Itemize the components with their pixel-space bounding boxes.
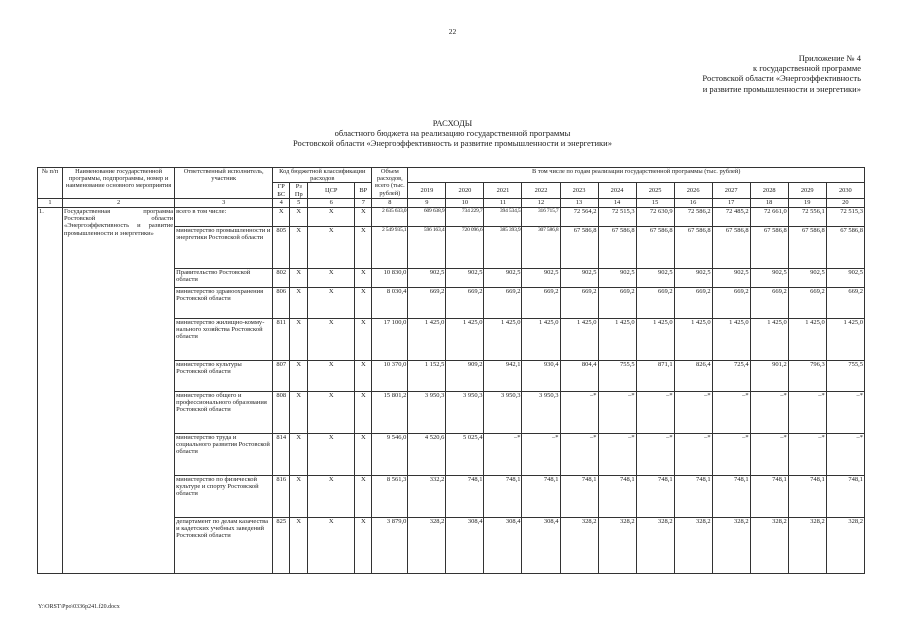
column-index: 16	[674, 198, 712, 207]
grbs-cell: 808	[273, 391, 290, 433]
year-value-cell: 72 556,1	[788, 207, 826, 226]
total-cell: 10 830,0	[372, 268, 408, 287]
grbs-cell: 805	[273, 226, 290, 268]
header-year: 2020	[446, 183, 484, 198]
year-value-cell: 669,2	[712, 287, 750, 318]
year-value-cell: 328,2	[826, 517, 864, 573]
vr-cell: X	[355, 360, 372, 391]
year-value-cell: 1 152,5	[408, 360, 446, 391]
title-line: областного бюджета на реализацию государственной программы	[334, 128, 571, 138]
year-value-cell: 67 586,8	[674, 226, 712, 268]
year-value-cell: –*	[598, 433, 636, 475]
csr-cell: X	[308, 318, 355, 360]
year-value-cell: 942,1	[484, 360, 522, 391]
column-index: 17	[712, 198, 750, 207]
year-value-cell: 332,2	[408, 475, 446, 517]
vr-cell: X	[355, 517, 372, 573]
year-value-cell: 308,4	[484, 517, 522, 573]
year-value-cell: –*	[750, 391, 788, 433]
executor-cell: министерство здравоохранения Ростовской области	[175, 287, 273, 318]
grbs-cell: 811	[273, 318, 290, 360]
year-value-cell: 308,4	[522, 517, 560, 573]
file-path-footer: Y:\ORST\Ppo\0336p241.f20.docx	[38, 604, 120, 610]
year-value-cell: 748,1	[788, 475, 826, 517]
csr-cell: X	[308, 391, 355, 433]
year-value-cell: 748,1	[598, 475, 636, 517]
appendix-line: к государственной программе	[752, 63, 861, 74]
grbs-cell: 807	[273, 360, 290, 391]
year-value-cell: 67 586,8	[712, 226, 750, 268]
total-cell: 15 801,2	[372, 391, 408, 433]
year-value-cell: –*	[788, 391, 826, 433]
year-value-cell: 902,5	[826, 268, 864, 287]
year-value-cell: 669,2	[560, 287, 598, 318]
year-value-cell: –*	[522, 433, 560, 475]
year-value-cell: 902,5	[560, 268, 598, 287]
year-value-cell: 5 025,4	[446, 433, 484, 475]
year-value-cell: 328,2	[636, 517, 674, 573]
csr-cell: X	[308, 475, 355, 517]
grbs-cell: 816	[273, 475, 290, 517]
rzpr-cell: X	[290, 207, 308, 226]
year-value-cell: 67 586,8	[560, 226, 598, 268]
grbs-cell: 814	[273, 433, 290, 475]
column-index: 3	[175, 198, 273, 207]
column-index: 12	[522, 198, 560, 207]
year-value-cell: 307 586,8	[522, 226, 560, 268]
vr-cell: X	[355, 207, 372, 226]
executor-cell: министерство культуры Ростовской области	[175, 360, 273, 391]
column-index: 15	[636, 198, 674, 207]
year-value-cell: 1 425,0	[484, 318, 522, 360]
table-row	[38, 207, 865, 226]
rzpr-cell: X	[290, 226, 308, 268]
appendix-line: и развитие промышленности и энергетики»	[702, 83, 861, 94]
year-value-cell: 902,5	[750, 268, 788, 287]
rzpr-cell: X	[290, 360, 308, 391]
grbs-cell: 825	[273, 517, 290, 573]
year-value-cell: 72 485,2	[712, 207, 750, 226]
year-value-cell: 72 630,9	[636, 207, 674, 226]
column-index: 19	[788, 198, 826, 207]
rzpr-cell: X	[290, 318, 308, 360]
total-cell: 2 635 633,0	[372, 207, 408, 226]
year-value-cell: 4 520,6	[408, 433, 446, 475]
year-value-cell: 67 586,8	[750, 226, 788, 268]
year-value-cell: 72 515,3	[826, 207, 864, 226]
year-value-cell: 609 638,9	[408, 207, 446, 226]
rzpr-cell: X	[290, 391, 308, 433]
year-value-cell: 72 515,3	[598, 207, 636, 226]
header-csr: ЦСР	[308, 183, 355, 198]
executor-cell: министерство труда и социального развития Ростовской области	[175, 433, 273, 475]
header-vr: ВР	[355, 183, 372, 198]
header-year: 2029	[788, 183, 826, 198]
year-value-cell: 669,2	[826, 287, 864, 318]
csr-cell: X	[308, 360, 355, 391]
year-value-cell: 748,1	[446, 475, 484, 517]
grbs-cell: 802	[273, 268, 290, 287]
year-value-cell: –*	[484, 433, 522, 475]
header-year: 2030	[826, 183, 864, 198]
year-value-cell: –*	[674, 433, 712, 475]
header-grbs: ГР БС	[273, 183, 290, 198]
year-value-cell: 3 950,3	[522, 391, 560, 433]
header-year: 2019	[408, 183, 446, 198]
header-year: 2023	[560, 183, 598, 198]
column-index: 18	[750, 198, 788, 207]
year-value-cell: 328,2	[674, 517, 712, 573]
year-value-cell: 1 425,0	[598, 318, 636, 360]
year-value-cell: 725,4	[712, 360, 750, 391]
page-number: 22	[448, 27, 457, 36]
program-name: Государственная программа Ростовской области «Энергоэффективность и развитие промышленности и энергетики»	[63, 207, 175, 573]
executor-cell: Правительство Ростовской области	[175, 268, 273, 287]
appendix-heading	[702, 53, 861, 94]
header-years-caption: В том числе по годам реализации государственной программы (тыс. рублей)	[408, 168, 865, 183]
year-value-cell: 3 950,3	[484, 391, 522, 433]
year-value-cell: 1 425,0	[560, 318, 598, 360]
year-value-cell: 1 425,0	[674, 318, 712, 360]
grbs-cell: 806	[273, 287, 290, 318]
total-cell: 8 561,3	[372, 475, 408, 517]
vr-cell: X	[355, 433, 372, 475]
program-number: 1.	[38, 207, 63, 573]
year-value-cell: 328,2	[712, 517, 750, 573]
header-year: 2024	[598, 183, 636, 198]
year-value-cell: 1 425,0	[522, 318, 560, 360]
year-value-cell: 67 586,8	[598, 226, 636, 268]
year-value-cell: 67 586,8	[826, 226, 864, 268]
vr-cell: X	[355, 287, 372, 318]
year-value-cell: 748,1	[636, 475, 674, 517]
document-title	[0, 118, 905, 148]
header-budget-code: Код бюджетной классификации расходов	[273, 168, 372, 183]
year-value-cell: 72 564,2	[560, 207, 598, 226]
year-value-cell: 1 425,0	[712, 318, 750, 360]
year-value-cell: 902,5	[636, 268, 674, 287]
total-cell: 8 030,4	[372, 287, 408, 318]
year-value-cell: –*	[826, 391, 864, 433]
vr-cell: X	[355, 268, 372, 287]
year-value-cell: 901,2	[750, 360, 788, 391]
year-value-cell: 328,2	[408, 517, 446, 573]
year-value-cell: 748,1	[674, 475, 712, 517]
year-value-cell: 328,2	[788, 517, 826, 573]
year-value-cell: –*	[788, 433, 826, 475]
year-value-cell: 328,2	[750, 517, 788, 573]
year-value-cell: 902,5	[408, 268, 446, 287]
total-cell: 10 370,0	[372, 360, 408, 391]
year-value-cell: 3 950,3	[446, 391, 484, 433]
csr-cell: X	[308, 517, 355, 573]
year-value-cell: –*	[750, 433, 788, 475]
year-value-cell: 669,2	[598, 287, 636, 318]
year-value-cell: 669,2	[484, 287, 522, 318]
total-cell: 2 549 935,1	[372, 226, 408, 268]
year-value-cell: 748,1	[522, 475, 560, 517]
year-value-cell: 669,2	[788, 287, 826, 318]
year-value-cell: 755,5	[598, 360, 636, 391]
column-index: 1	[38, 198, 63, 207]
year-value-cell: 930,4	[522, 360, 560, 391]
appendix-line: Приложение № 4	[798, 53, 861, 63]
total-cell: 17 100,0	[372, 318, 408, 360]
csr-cell: X	[308, 433, 355, 475]
column-index: 8	[372, 198, 408, 207]
column-index-row	[38, 198, 865, 207]
vr-cell: X	[355, 318, 372, 360]
year-value-cell: 669,2	[408, 287, 446, 318]
column-index: 20	[826, 198, 864, 207]
year-value-cell: 1 425,0	[636, 318, 674, 360]
year-value-cell: 909,2	[446, 360, 484, 391]
year-value-cell: –*	[560, 433, 598, 475]
executor-cell: министерство по физической культуре и спорту Ростовской области	[175, 475, 273, 517]
header-num: № п/п	[38, 168, 63, 199]
total-cell: 3 879,0	[372, 517, 408, 573]
year-value-cell: 902,5	[484, 268, 522, 287]
title-line: Ростовской области «Энергоэффективность и развитие промышленности и энергетики»	[293, 138, 612, 148]
vr-cell: X	[355, 226, 372, 268]
year-value-cell: 72 661,0	[750, 207, 788, 226]
rzpr-cell: X	[290, 287, 308, 318]
year-value-cell: 748,1	[712, 475, 750, 517]
header-year: 2027	[712, 183, 750, 198]
year-value-cell: 3 950,3	[408, 391, 446, 433]
year-value-cell: 748,1	[750, 475, 788, 517]
column-index: 7	[355, 198, 372, 207]
executor-cell: министерство общего и профессионального образования Ростовской области	[175, 391, 273, 433]
year-value-cell: 902,5	[598, 268, 636, 287]
year-value-cell: 328,2	[560, 517, 598, 573]
header-year: 2026	[674, 183, 712, 198]
total-cell: 9 546,0	[372, 433, 408, 475]
year-value-cell: 328,2	[598, 517, 636, 573]
header-year: 2028	[750, 183, 788, 198]
year-value-cell: 902,5	[788, 268, 826, 287]
year-value-cell: 748,1	[560, 475, 598, 517]
csr-cell: X	[308, 226, 355, 268]
expenses-table	[37, 167, 865, 574]
year-value-cell: 1 425,0	[826, 318, 864, 360]
year-value-cell: 902,5	[446, 268, 484, 287]
header-year: 2022	[522, 183, 560, 198]
year-value-cell: 1 425,0	[750, 318, 788, 360]
year-value-cell: 796,3	[788, 360, 826, 391]
year-value-cell: –*	[560, 391, 598, 433]
title-line: РАСХОДЫ	[432, 118, 473, 128]
year-value-cell: 669,2	[446, 287, 484, 318]
year-value-cell: 734 229,7	[446, 207, 484, 226]
year-value-cell: 1 425,0	[446, 318, 484, 360]
year-value-cell: 1 425,0	[788, 318, 826, 360]
header-year: 2021	[484, 183, 522, 198]
column-index: 11	[484, 198, 522, 207]
year-value-cell: 1 425,0	[408, 318, 446, 360]
year-value-cell: –*	[636, 433, 674, 475]
year-value-cell: 385 393,9	[484, 226, 522, 268]
vr-cell: X	[355, 475, 372, 517]
executor-cell: министерство жилищно-коммунального хозяйства Ростовской области	[175, 318, 273, 360]
csr-cell: X	[308, 207, 355, 226]
column-index: 6	[308, 198, 355, 207]
year-value-cell: 394 534,5	[484, 207, 522, 226]
rzpr-cell: X	[290, 475, 308, 517]
year-value-cell: 669,2	[750, 287, 788, 318]
rzpr-cell: X	[290, 268, 308, 287]
year-value-cell: 669,2	[636, 287, 674, 318]
column-index: 9	[408, 198, 446, 207]
year-value-cell: 67 586,8	[636, 226, 674, 268]
year-value-cell: –*	[598, 391, 636, 433]
header-volume: Объем расходов, всего (тыс. рублей)	[372, 168, 408, 199]
year-value-cell: 902,5	[712, 268, 750, 287]
grbs-cell: X	[273, 207, 290, 226]
rzpr-cell: X	[290, 433, 308, 475]
year-value-cell: –*	[674, 391, 712, 433]
header-year: 2025	[636, 183, 674, 198]
year-value-cell: 871,1	[636, 360, 674, 391]
executor-cell: департамент по делам казачества и кадетских учебных заведений Ростовской области	[175, 517, 273, 573]
year-value-cell: 308,4	[446, 517, 484, 573]
year-value-cell: 902,5	[522, 268, 560, 287]
executor-cell: всего в том числе:	[175, 207, 273, 226]
header-name: Наименование государственной программы, подпрограммы, номер и наименование основного мероприятия	[63, 168, 175, 199]
year-value-cell: 804,4	[560, 360, 598, 391]
year-value-cell: –*	[826, 433, 864, 475]
year-value-cell: 902,5	[674, 268, 712, 287]
column-index: 5	[290, 198, 308, 207]
column-index: 13	[560, 198, 598, 207]
column-index: 14	[598, 198, 636, 207]
year-value-cell: 72 586,2	[674, 207, 712, 226]
year-value-cell: –*	[636, 391, 674, 433]
year-value-cell: 755,5	[826, 360, 864, 391]
header-executor: Ответственный исполнитель, участник	[175, 168, 273, 199]
column-index: 2	[63, 198, 175, 207]
year-value-cell: 826,4	[674, 360, 712, 391]
year-value-cell: 596 163,4	[408, 226, 446, 268]
appendix-line: Ростовской области «Энергоэффективность	[702, 73, 861, 84]
rzpr-cell: X	[290, 517, 308, 573]
year-value-cell: 316 715,7	[522, 207, 560, 226]
year-value-cell: 67 586,8	[788, 226, 826, 268]
year-value-cell: 748,1	[826, 475, 864, 517]
header-rzpr: Рз Пр	[290, 183, 308, 198]
year-value-cell: –*	[712, 433, 750, 475]
csr-cell: X	[308, 268, 355, 287]
vr-cell: X	[355, 391, 372, 433]
csr-cell: X	[308, 287, 355, 318]
year-value-cell: –*	[712, 391, 750, 433]
year-value-cell: 720 096,6	[446, 226, 484, 268]
year-value-cell: 669,2	[522, 287, 560, 318]
column-index: 10	[446, 198, 484, 207]
executor-cell: министерство промышленности и энергетики Ростовской области	[175, 226, 273, 268]
column-index: 4	[273, 198, 290, 207]
year-value-cell: 748,1	[484, 475, 522, 517]
year-value-cell: 669,2	[674, 287, 712, 318]
